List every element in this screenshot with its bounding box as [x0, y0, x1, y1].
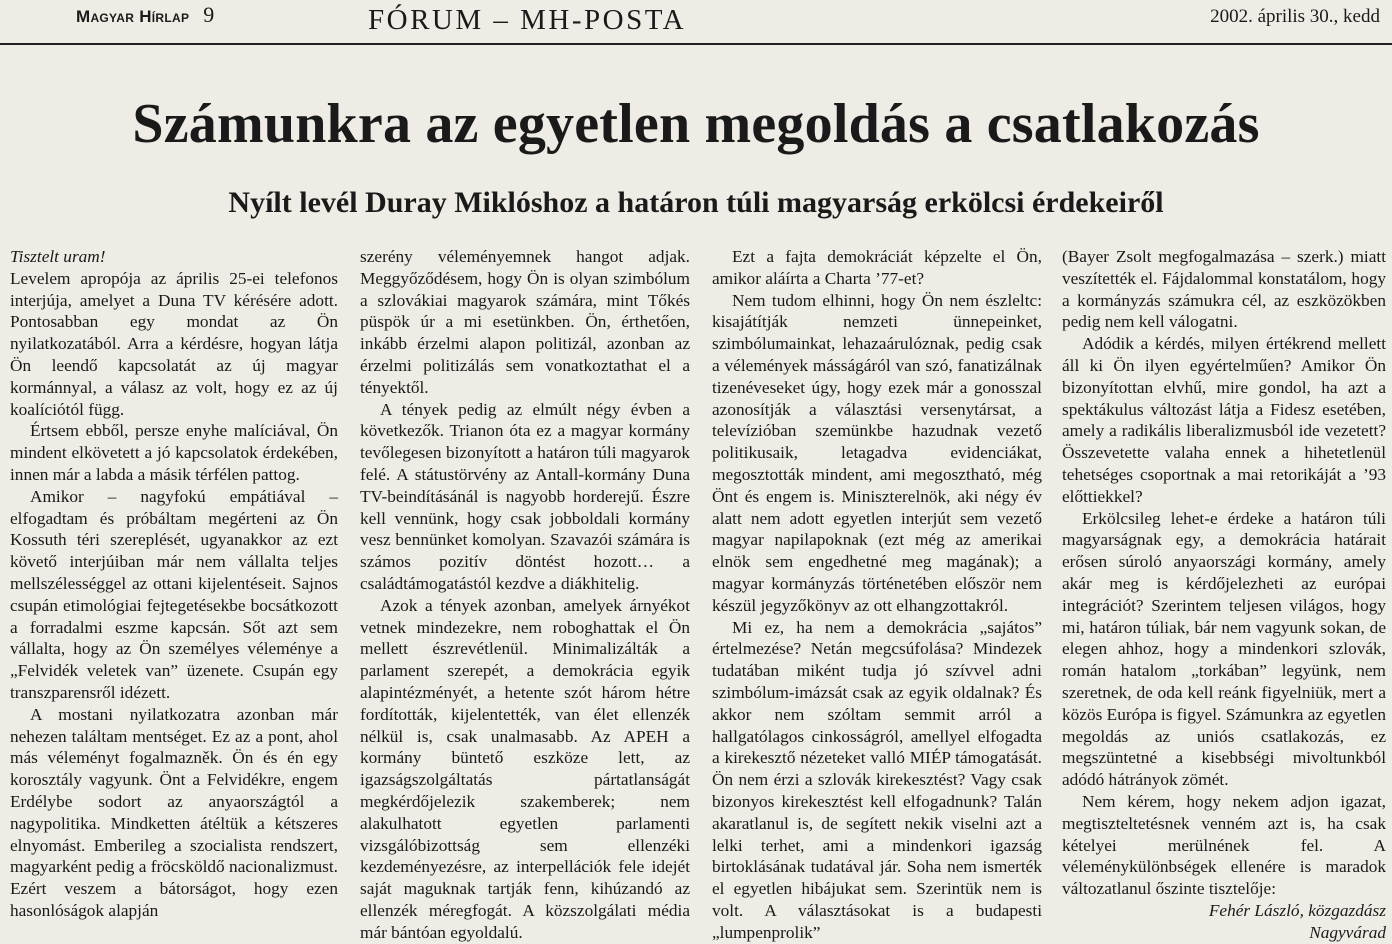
paragraph: Erkölcsileg lehet-e érdeke a határon túli magyarságnak egy, a demokrácia határait erősen súroló anyaországi kormány, amely akár meg is kérdőjelezheti az európai integrációt? Szerintem teljesen világos, hogy mi, határon túliak, bár nem vagyunk sokan, de elegen ahhoz, hogy a mindenkori szlovák, román hatalom „torkában” legyünk, nem szeretnek, de oda kell reánk figyelniük, mert a közös Európa is figyel. Számunkra az egyetlen megoldás az uniós csatlakozás, ez megszüntetné a kisebbségi mivoltunkból adódó hátrányok zömét. — [1062, 508, 1386, 790]
article-column-2 — [360, 246, 690, 942]
paragraph: Nem kérem, hogy nekem adjon igazat, megtiszteltetésnek venném azt is, ha csak kételyei merülnének fel. A véleménykülönbségek ellenére is maradok változatlanul őszinte tisztelője: — [1062, 791, 1386, 899]
author-location: Nagyvárad — [1309, 922, 1386, 942]
masthead-left — [76, 2, 214, 28]
paragraph: Levelem apropója az április 25-ei telefonos interjúja, amelyet a Duna TV kérésére adott. Pontosabban egy mondat az Ön nyilatkozatából. Arra a kérdésre, hogyan látja Ön leendő kapcsolatát az új magyar kormánnyal, a válasz az volt, hogy ez az új koalíciótól függ. — [10, 268, 338, 419]
paragraph: Ezt a fajta demokráciát képzelte el Ön, amikor aláírta a Charta ’77-et? — [712, 247, 1042, 288]
paragraph: Mi ez, ha nem a demokrácia „sajátos” értelmezése? Netán megcsúfolása? Mindezek tudatában miként tudja jó szívvel adni szimbólum-imázsát csak az egyik oldalnak? És akkor nem szóltam semmit arról a hallgatólagos cinkosságról, amellyel elfogadta a kirekesztő nézeteket valló MIÉP támogatását. Ön nem érzi a szlovák kirekesztést? Vagy csak bizonyos kirekesztést kell elfogadnunk? Talán akaratlanul is, de segített nekik viselni azt a lelki terhet, ami a mindenkori igazság birtoklásának tudatával jár. Soha nem ismerték el egyetlen hibájukat sem. Szerintük nem is volt. A választásokat is a budapesti „lumpenprolik” — [712, 617, 1042, 942]
paragraph: Nem tudom elhinni, hogy Ön nem észleltc: kisajátítják nemzeti ünnepeinket, szimbólumainkat, lehazaárulóznak, pedig csak a vélemények másságáról van szó, fanatizálnak tizenéveseket úgy, hogy ezek már a gonosszal azonosítják a választási versenytársat, a televízióban szemünkbe hazudnak vezető politikusaik, letagadva evidenciákat, megosztották mindent, ami megosztható, még Önt és engem is. Miniszterelnök, aki négy év alatt nem adott egyetlen interjút sem vezető magyar napilapoknak (ezt még az amerikai elnök sem engedhetné meg magának); a magyar kormányzás történetében először nem készül jegyzőkönyv az ott elhangzottakról. — [712, 290, 1042, 615]
article-column-3 — [712, 246, 1042, 942]
author-signature: Fehér László, közgazdász — [1208, 900, 1386, 920]
paragraph: A tények pedig az elmúlt négy évben a következők. Trianon óta ez a magyar kormány tevőlegesen bizonyított a határon túli magyarok felé. A státustörvény az Antall-kormány Duna TV-beindításánál is nagyobb horderejű. Észre kell vennünk, hogy csak jobboldali kormány vesz bennünket komolyan. Szavazói számára is számos pozitív döntést hozott… a családtámogatástól kezdve a diákhitelig. — [360, 399, 690, 593]
paragraph: Adódik a kérdés, milyen értékrend mellett áll ki Ön ilyen egyértelműen? Amikor Ön bizonyítottan elvhű, mire gondol, ha azt a spektákulus változást látja a Fidesz esetében, amely a radikális liberalizmusból ide vezetett? Összevetette valaha ennek a hihetetlenül tehetséges csoportnak a mai retorikáját a ’93 előttiekkel? — [1062, 334, 1386, 506]
newspaper-name: Magyar Hírlap — [76, 7, 190, 26]
greeting: Tisztelt uram! — [10, 247, 106, 266]
paragraph: Azok a tények azonban, amelyek árnyékot vetnek mindezekre, nem roboghattak el Ön mellett észrevétlenül. Minimalizálták a parlament szerepét, a demokrácia egyik alapintézményét, a hetente szót három hétre fordították, kijelentették, van élet ellenzék nélkül is, csak unalmasabb. Az APEH a kormány büntető eszköze lett, az igazságszolgáltatás pártatlanságát megkérdőjelezik szakemberek; nem alakulhatott egyetlen parlamenti vizsgálóbizottság sem ellenzéki kezdeményezésre, az interpellációk fele idejét saját maguknak tartják fenn, kihúzandó az ellenzék méregfogát. A közszolgálati média már bántóan egyoldalú. — [360, 595, 690, 942]
article-column-1 — [10, 246, 338, 920]
issue-date: 2002. április 30., kedd — [1210, 6, 1380, 27]
article-headline: Számunkra az egyetlen megoldás a csatlakozás — [132, 93, 1260, 155]
paragraph: Értsem ebből, persze enyhe malíciával, Ön mindent elkövetett a jó kapcsolatok érdekében, innen már a labda a másik térfélen pattog. — [10, 421, 338, 484]
article-subheadline: Nyílt levél Duray Miklóshoz a határon túli magyarság erkölcsi érdekeiről — [228, 186, 1164, 219]
article-column-4 — [1062, 246, 1386, 942]
paragraph: (Bayer Zsolt megfogalmazása – szerk.) miatt veszítették el. Fájdalommal konstatálom, hogy a kormányzás számukra cél, az eszközökben pedig nem kell válogatni. — [1062, 247, 1386, 332]
section-title: FÓRUM – MH-POSTA — [368, 4, 687, 36]
paragraph: A mostani nyilatkozatra azonban már nehezen találtam mentséget. Ez az a pont, ahol más véleményt fogalmazněk. Ön és én egy korosztály vagyunk. Önt a Felvidékre, engem Erdélybe sodort az anyaországtól a nagypolitika. Mindketten átéltük a kétszeres elnyomást. Emberileg a szocialista rendszert, magyarként pedig a fröcsköldő nacionalizmust. Ezért veszem a bátorságot, hogy ezen hasonlóságok alapján — [10, 704, 338, 920]
paragraph: szerény véleményemnek hangot adjak. Meggyőződésem, hogy Ön is olyan szimbólum a szlovákiai magyarok számára, mint Tőkés püspök úr a mi esetünkben. Ön, érthetően, inkább érzelmi alapon politizál, azonban az érzelmi politizálás sem vonatkoztathat el a tényektől. — [360, 247, 690, 397]
page-number: 9 — [203, 2, 215, 27]
masthead-rule — [0, 43, 1392, 45]
paragraph: Amikor – nagyfokú empátiával – elfogadtam és próbáltam megérteni az Ön Kossuth téri szereplését, ugyanakkor az ezt követő interjúiban már nem vállalta teljes mellszélességgel az ottani kijelentéseit. Sajnos csupán etimológiai fejtegetésekbe bocsátkozott a forradalmi eszme kapcsán. Sőt azt sem vállalta, hogy az Ön személyes véleménye a „Felvidék veletek van” üzenete. Csupán egy transzparensről idézett. — [10, 486, 338, 702]
masthead — [0, 0, 1392, 44]
